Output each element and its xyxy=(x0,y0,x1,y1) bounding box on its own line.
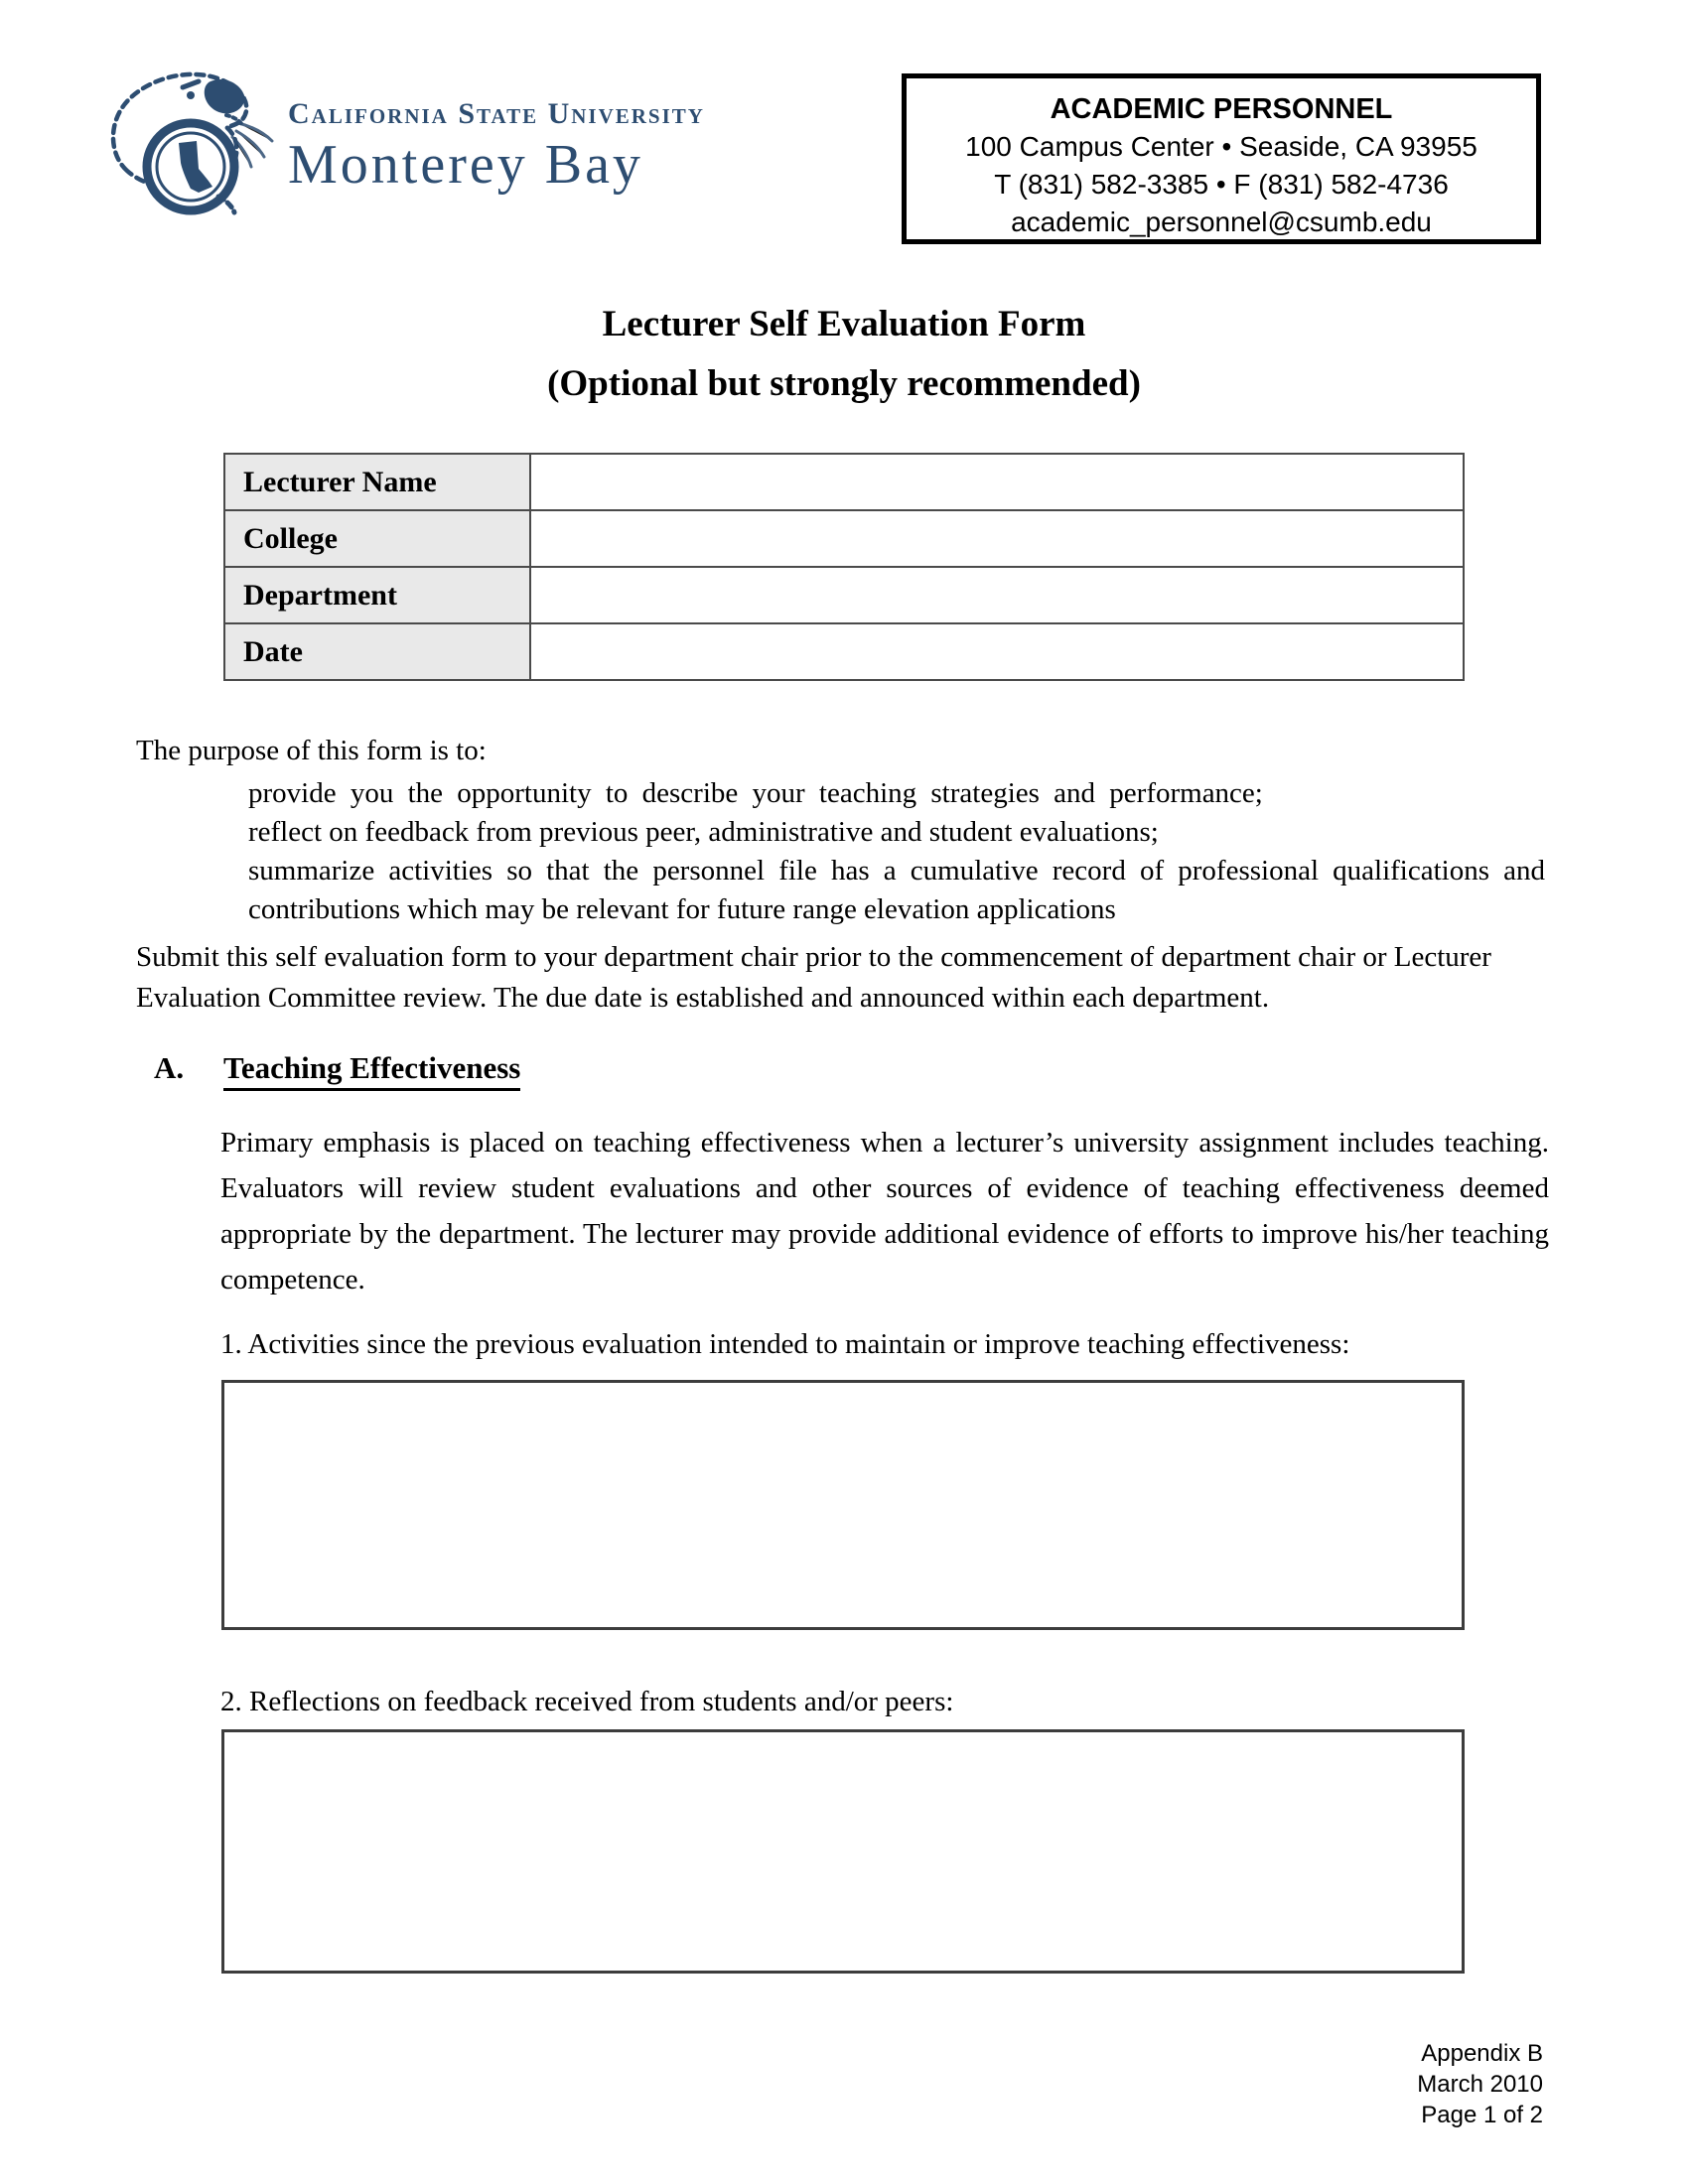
form-title: Lecturer Self Evaluation Form xyxy=(602,304,1086,344)
question-2-label: 2. Reflections on feedback received from students and/or peers: xyxy=(220,1686,954,1717)
question-1-label: 1. Activities since the previous evaluation intended to maintain or improve teaching effectiveness: xyxy=(220,1328,1350,1360)
lecturer-name-label: Lecturer Name xyxy=(224,454,530,510)
table-row xyxy=(224,454,1464,510)
submit-instructions: Submit this self evaluation form to your department chair prior to the commencement of department chair or Lecturer Evaluation Committee review. The due date is established and announced within each department. xyxy=(136,941,1491,1014)
university-wordmark xyxy=(288,97,705,197)
footer-appendix: Appendix B xyxy=(1421,2040,1543,2067)
table-row xyxy=(224,623,1464,680)
date-field[interactable] xyxy=(530,623,1464,680)
question-1-answer-box[interactable] xyxy=(221,1380,1465,1630)
purpose-intro: The purpose of this form is to: xyxy=(136,735,487,766)
lecturer-name-field[interactable] xyxy=(530,454,1464,510)
date-label: Date xyxy=(224,623,530,680)
university-name-line2: Monterey Bay xyxy=(288,134,643,196)
university-logo xyxy=(99,52,715,230)
footer-page-number: Page 1 of 2 xyxy=(1421,2102,1543,2128)
department-label: Department xyxy=(224,567,530,623)
contact-email: academic_personnel@csumb.edu xyxy=(1011,206,1432,237)
section-a-description: Primary emphasis is placed on teaching effectiveness when a lecturer’s university assignment includes teaching. Evaluators will review student evaluations and other sources of evidence of teaching effectiveness deemed appropriate by the department. The lecturer may provide additional evidence of efforts to improve his/her teaching competence. xyxy=(220,1127,1549,1296)
college-field[interactable] xyxy=(530,510,1464,567)
college-label: College xyxy=(224,510,530,567)
contact-box-title: ACADEMIC PERSONNEL xyxy=(1050,93,1393,125)
purpose-item: provide you the opportunity to describe your teaching strategies and performance; xyxy=(248,777,1263,809)
table-row xyxy=(224,510,1464,567)
contact-address: 100 Campus Center • Seaside, CA 93955 xyxy=(965,131,1477,162)
university-name-line1: California State University xyxy=(288,97,705,130)
purpose-item-list xyxy=(248,774,1545,929)
table-row xyxy=(224,567,1464,623)
contact-phone-fax: T (831) 582-3385 • F (831) 582-4736 xyxy=(994,169,1449,200)
page-footer xyxy=(1417,2038,1543,2130)
purpose-item: summarize activities so that the personnel file has a cumulative record of professional qualifications and contributions which may be relevant for future range elevation applications xyxy=(248,855,1545,925)
lecturer-info-table xyxy=(223,453,1465,681)
form-subtitle: (Optional but strongly recommended) xyxy=(547,363,1141,404)
academic-personnel-contact-box xyxy=(902,73,1541,244)
question-2-answer-box[interactable] xyxy=(221,1729,1465,1974)
department-field[interactable] xyxy=(530,567,1464,623)
otter-magnifier-logo-icon xyxy=(99,52,298,230)
purpose-item: reflect on feedback from previous peer, administrative and student evaluations; xyxy=(248,816,1159,848)
section-a-letter: A. xyxy=(154,1050,185,1085)
document-title xyxy=(0,303,1688,405)
section-a-heading: Teaching Effectiveness xyxy=(223,1050,520,1091)
footer-date: March 2010 xyxy=(1417,2071,1543,2098)
